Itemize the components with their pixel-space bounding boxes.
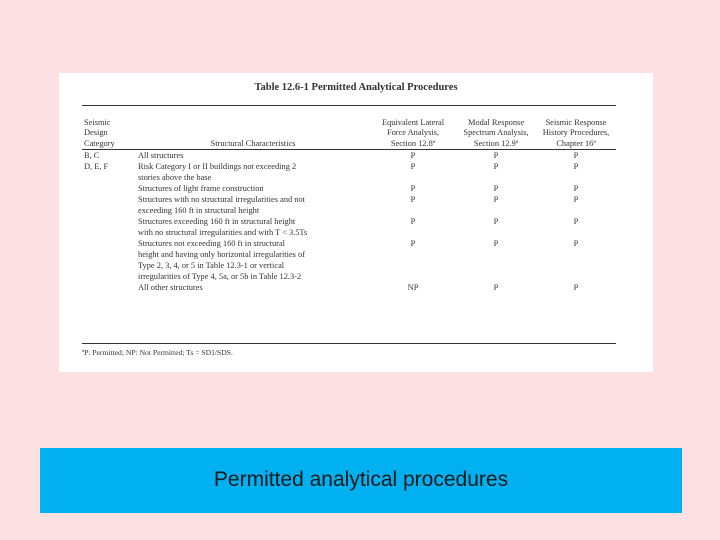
row-shp-value: P [573,151,579,160]
row-characteristics: Structures exceeding 160 ft in structural height with no structural irregularities and with T < 3.5Ts [138,217,308,237]
row-elf-value: P [410,195,416,204]
header-structural-characteristics: Structural Characteristics [210,138,296,148]
row-shp-value: P [573,184,579,193]
row-shp-value: P [573,239,579,248]
table-footnote: ªP: Permitted; NP: Not Permitted; Ts = SD1/SDS. [82,348,233,357]
row-category: D, E, F [84,162,109,171]
row-category [82,238,136,282]
row-elf-value: P [410,162,416,171]
row-category [82,194,136,216]
row-elf-value: P [410,184,416,193]
table-row [82,150,616,161]
table-title: Table 12.6-1 Permitted Analytical Procedures [254,82,458,93]
row-characteristics: Structures not exceeding 160 ft in structural height and having only horizontal irregularities of Type 2, 3, 4, or 5 in Table 12.3-1 or vertical irregularities of Type 4, 5a, or 5b in Table 12.3-2 [138,239,305,281]
row-elf-value: P [410,151,416,160]
row-category [82,183,136,194]
slide-caption: Permitted analytical procedures [213,468,509,491]
table-row [82,194,616,216]
row-category: B, C [84,151,100,160]
row-mrs-value: P [493,184,499,193]
header-seismic-category: Seismic Design Category [84,117,115,148]
row-mrs-value: P [493,162,499,171]
row-mrs-value: P [493,151,499,160]
procedures-table [82,108,616,293]
row-characteristics: Risk Category I or II buildings not exceeding 2 stories above the base [138,162,297,182]
table-bottom-rule [82,343,616,344]
table-row [82,161,616,183]
table-image [59,73,653,372]
row-category [82,216,136,238]
row-characteristics: All structures [138,151,184,160]
row-characteristics: Structures of light frame construction [138,184,264,193]
row-mrs-value: P [493,195,499,204]
row-mrs-value: P [493,217,499,226]
row-shp-value: P [573,217,579,226]
caption-bar [40,448,682,513]
table-row [82,238,616,282]
row-characteristics: All other structures [138,283,203,292]
table-row [82,216,616,238]
row-elf-value: P [410,239,416,248]
header-equivalent-lateral-force: Equivalent Lateral Force Analysis, Section 12.8ª [381,117,445,148]
header-modal-response-spectrum: Modal Response Spectrum Analysis, Section 12.9ª [463,117,529,148]
row-shp-value: P [573,162,579,171]
row-shp-value: P [573,283,579,292]
row-elf-value: P [410,217,416,226]
header-seismic-response-history: Seismic Response History Procedures, Chapter 16ª [542,117,610,148]
row-mrs-value: P [493,283,499,292]
row-elf-value: NP [407,283,419,292]
row-characteristics: Structures with no structural irregularities and not exceeding 160 ft in structural height [138,195,305,215]
row-shp-value: P [573,195,579,204]
table-row [82,282,616,293]
table-top-rule [82,105,616,106]
row-category [82,282,136,293]
table-row [82,183,616,194]
row-mrs-value: P [493,239,499,248]
